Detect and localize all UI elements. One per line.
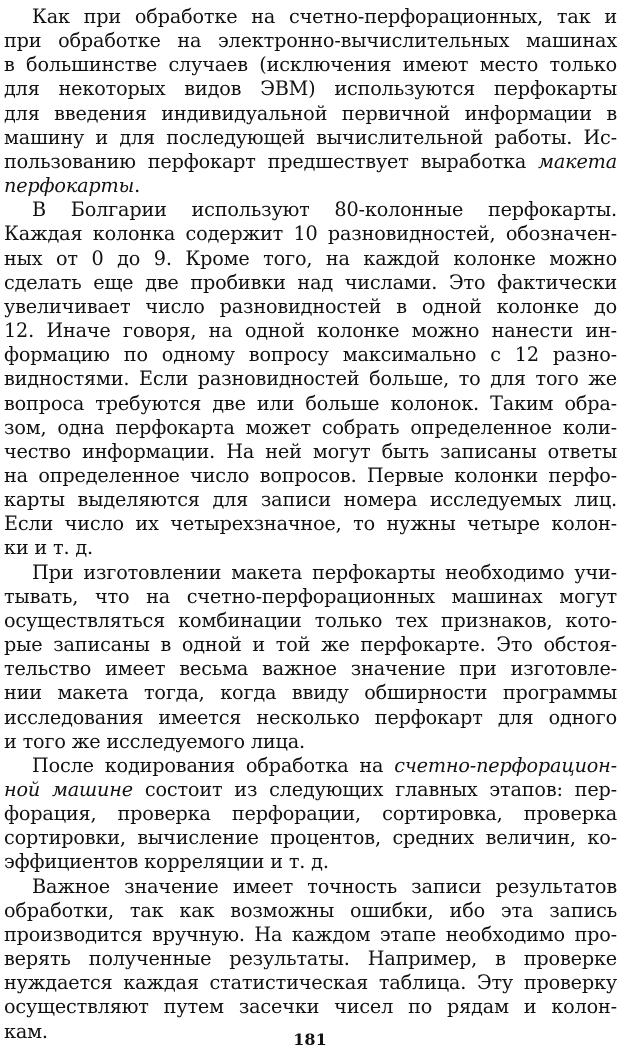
text-run: нуждается каждая статистическая таблица. Эту проверку xyxy=(4,971,617,995)
text-run: Как при обработке на счетно-перфорационных, так и xyxy=(32,5,617,28)
text-line xyxy=(4,295,617,319)
text-run: в большинстве случаев (исключения имеют место только xyxy=(4,53,617,77)
text-run: пользованию перфокарт предшествует выработка xyxy=(4,149,539,173)
text-line xyxy=(4,319,617,343)
text-run: сортировки, вычисление процентов, средних величин, ко- xyxy=(4,826,617,850)
text-run: при обработке на электронно-вычислительных машинах xyxy=(4,29,617,53)
text-run: нии макета тогда, когда ввиду обширности программы xyxy=(4,681,617,705)
text-line xyxy=(4,802,617,826)
text-line xyxy=(4,585,617,609)
text-run: . xyxy=(134,174,141,198)
text-body xyxy=(4,5,617,1044)
text-run: ных от 0 до 9. Кроме того, на каждой колонке можно xyxy=(4,246,617,270)
text-line xyxy=(4,222,617,246)
paragraph xyxy=(4,561,617,754)
text-run: Каждая колонка содержит 10 разновидностей, обозначен- xyxy=(4,222,617,246)
text-line xyxy=(4,923,617,947)
text-line xyxy=(4,392,617,416)
text-run: При изготовлении макета перфокарты необходимо учи- xyxy=(32,560,617,584)
text-line xyxy=(4,633,617,657)
text-run: тывать, что на счетно-перфорационных машинах могут xyxy=(4,584,617,608)
italic-text: ной машине xyxy=(4,778,133,801)
text-run: и того же исследуемого лица. xyxy=(4,729,305,753)
text-line xyxy=(4,77,617,101)
text-line xyxy=(4,754,617,778)
text-line xyxy=(4,826,617,850)
text-run: осуществляют путем засечки чисел по рядам и колон- xyxy=(4,995,617,1019)
text-run: для некоторых видов ЭВМ) используются перфокарты xyxy=(4,77,617,101)
text-line xyxy=(4,875,617,899)
text-run: кам. xyxy=(4,1019,48,1043)
text-line xyxy=(4,367,617,391)
text-line xyxy=(4,271,617,295)
text-line xyxy=(4,778,617,802)
text-line xyxy=(4,512,617,536)
text-run: После кодирования обработка на xyxy=(32,753,395,777)
text-run: машину и для последующей вычислительной работы. Ис- xyxy=(4,125,617,149)
text-run: Важное значение имеет точность записи результатов xyxy=(32,874,617,898)
text-line xyxy=(4,995,617,1019)
paragraph xyxy=(4,754,617,875)
text-run: видностями. Если разновидностей больше, то для того же xyxy=(4,367,617,391)
text-run: В Болгарии используют 80-колонные перфокарты. xyxy=(32,198,617,222)
text-run: зом, одна перфокарта может собрать определенное коли- xyxy=(4,415,617,439)
text-run: на определенное число вопросов. Первые колонки перфо- xyxy=(4,463,617,487)
text-line xyxy=(4,126,617,150)
text-run: карты выделяются для записи номера исследуемых лиц. xyxy=(4,488,617,512)
text-run: Если число их четырехзначное, то нужны четыре колон- xyxy=(4,512,617,536)
text-line xyxy=(4,174,617,198)
text-run: верять полученные результаты. Например, в проверке xyxy=(4,947,617,971)
text-line xyxy=(4,343,617,367)
text-run: сделать еще две пробивки над числами. Это фактически xyxy=(4,270,617,294)
text-run: увеличивает число разновидностей в одной колонке до xyxy=(4,294,617,318)
text-run: ки и т. д. xyxy=(4,536,93,560)
italic-text: макета xyxy=(538,149,617,173)
text-line xyxy=(4,102,617,126)
text-run: обработки, так как возможны ошибки, ибо эта запись xyxy=(4,898,617,922)
text-line xyxy=(4,488,617,512)
text-run: формацию по одному вопросу максимально с 12 разно- xyxy=(4,343,617,367)
text-run: 12. Иначе говоря, на одной колонке можно нанести ин- xyxy=(4,319,617,343)
text-line xyxy=(4,440,617,464)
text-run: для введения индивидуальной первичной информации в xyxy=(4,101,617,125)
text-run: исследования имеется несколько перфокарт для одного xyxy=(4,705,617,729)
text-line xyxy=(4,730,617,754)
page-number: 181 xyxy=(293,1030,327,1049)
text-line xyxy=(4,29,617,53)
text-line xyxy=(4,561,617,585)
text-line xyxy=(4,899,617,923)
text-run: производится вручную. На каждом этапе необходимо про- xyxy=(4,922,617,946)
text-line xyxy=(4,706,617,730)
text-run: состоит из следующих главных этапов: пер- xyxy=(132,778,617,801)
text-line xyxy=(4,971,617,995)
text-run: вопроса требуются две или больше колонок. Таким обра- xyxy=(4,391,617,415)
text-line xyxy=(4,850,617,874)
text-line xyxy=(4,681,617,705)
text-line xyxy=(4,947,617,971)
text-run: чество информации. На ней могут быть записаны ответы xyxy=(4,439,617,463)
paragraph xyxy=(4,198,617,560)
text-line xyxy=(4,464,617,488)
text-line xyxy=(4,53,617,77)
text-run: эффициентов корреляции и т. д. xyxy=(4,850,329,874)
paragraph xyxy=(4,875,617,1044)
text-line xyxy=(4,150,617,174)
text-line xyxy=(4,5,617,29)
text-line xyxy=(4,247,617,271)
text-line xyxy=(4,657,617,681)
text-line xyxy=(4,609,617,633)
text-line xyxy=(4,536,617,560)
paragraph xyxy=(4,5,617,198)
text-run: форация, проверка перфорации, сортировка, проверка xyxy=(4,802,617,826)
text-line xyxy=(4,198,617,222)
text-run: осуществляться комбинации только тех признаков, кото- xyxy=(4,608,617,632)
italic-text: счетно-перфорацион- xyxy=(394,753,617,777)
text-run: рые записаны в одной и той же перфокарте. Это обстоя- xyxy=(4,633,617,657)
text-line xyxy=(4,416,617,440)
italic-text: перфокарты xyxy=(4,174,135,198)
text-run: тельство имеет весьма важное значение при изготовле- xyxy=(4,657,617,681)
